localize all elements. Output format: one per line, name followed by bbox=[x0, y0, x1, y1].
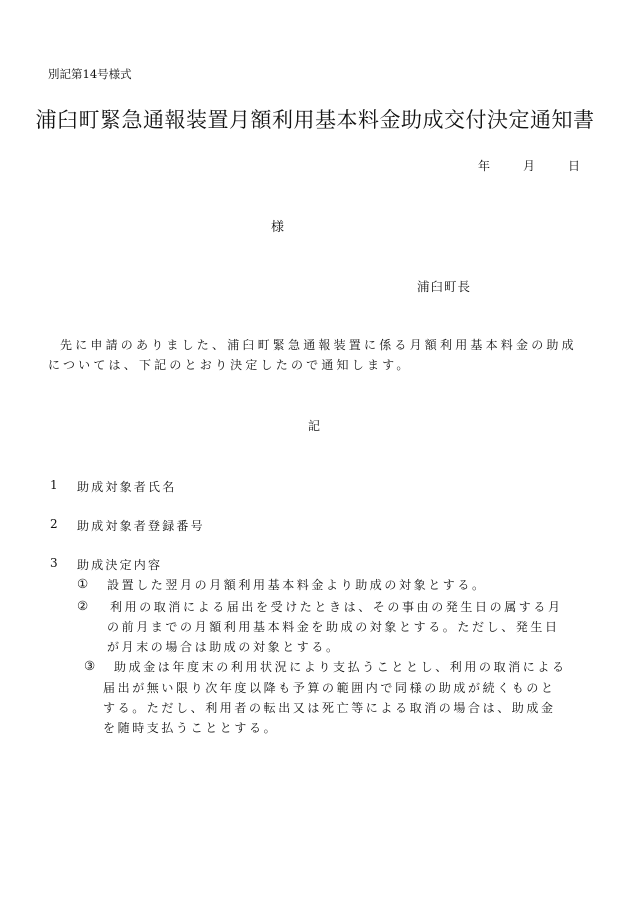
item-number-1: 1 bbox=[50, 478, 58, 492]
sender-name: 浦臼町長 bbox=[417, 279, 472, 294]
sub-item-3-line-2: 届出が無い限り次年度以降も予算の範囲内で同様の助成が続くものと bbox=[103, 681, 556, 695]
addressee-honorific: 様 bbox=[271, 220, 285, 235]
date-year-label: 年 bbox=[478, 159, 491, 173]
date-day-label: 日 bbox=[568, 159, 581, 173]
sub-item-number-2: ② bbox=[77, 598, 89, 613]
item-number-3: 3 bbox=[50, 556, 58, 570]
sub-item-3-line-1: 助成金は年度末の利用状況により支払うこととし、利用の取消による bbox=[114, 660, 567, 674]
document-title: 浦臼町緊急通報装置月額利用基本料金助成交付決定通知書 bbox=[35, 108, 595, 132]
sub-item-3-line-3: する。ただし、利用者の転出又は死亡等による取消の場合は、助成金 bbox=[103, 701, 556, 715]
item-number-2: 2 bbox=[50, 517, 58, 531]
sub-item-1-line-1: 設置した翌月の月額利用基本料金より助成の対象とする。 bbox=[107, 578, 487, 592]
sub-item-2-line-3: が月末の場合は助成の対象とする。 bbox=[107, 640, 341, 654]
ki-heading: 記 bbox=[308, 419, 321, 433]
item-label-1: 助成対象者氏名 bbox=[77, 480, 177, 494]
form-number-label: 別記第14号様式 bbox=[48, 67, 132, 81]
body-line-1: 先に申請のありました、浦臼町緊急通報装置に係る月額利用基本料金の助成 bbox=[60, 338, 577, 352]
sub-item-3-line-4: を随時支払うこととする。 bbox=[103, 721, 279, 735]
sub-item-2-line-1: 利用の取消による届出を受けたときは、その事由の発生日の属する月 bbox=[110, 600, 563, 614]
item-label-3: 助成決定内容 bbox=[77, 558, 163, 572]
sub-item-number-3: ③ bbox=[84, 658, 96, 673]
body-line-2: については、下記のとおり決定したので通知します。 bbox=[48, 358, 412, 372]
sub-item-number-1: ① bbox=[77, 576, 89, 591]
date-month-label: 月 bbox=[523, 159, 536, 173]
sub-item-2-line-2: の前月までの月額利用基本料金を助成の対象とする。ただし、発生日 bbox=[107, 620, 560, 634]
item-label-2: 助成対象者登録番号 bbox=[77, 519, 205, 533]
